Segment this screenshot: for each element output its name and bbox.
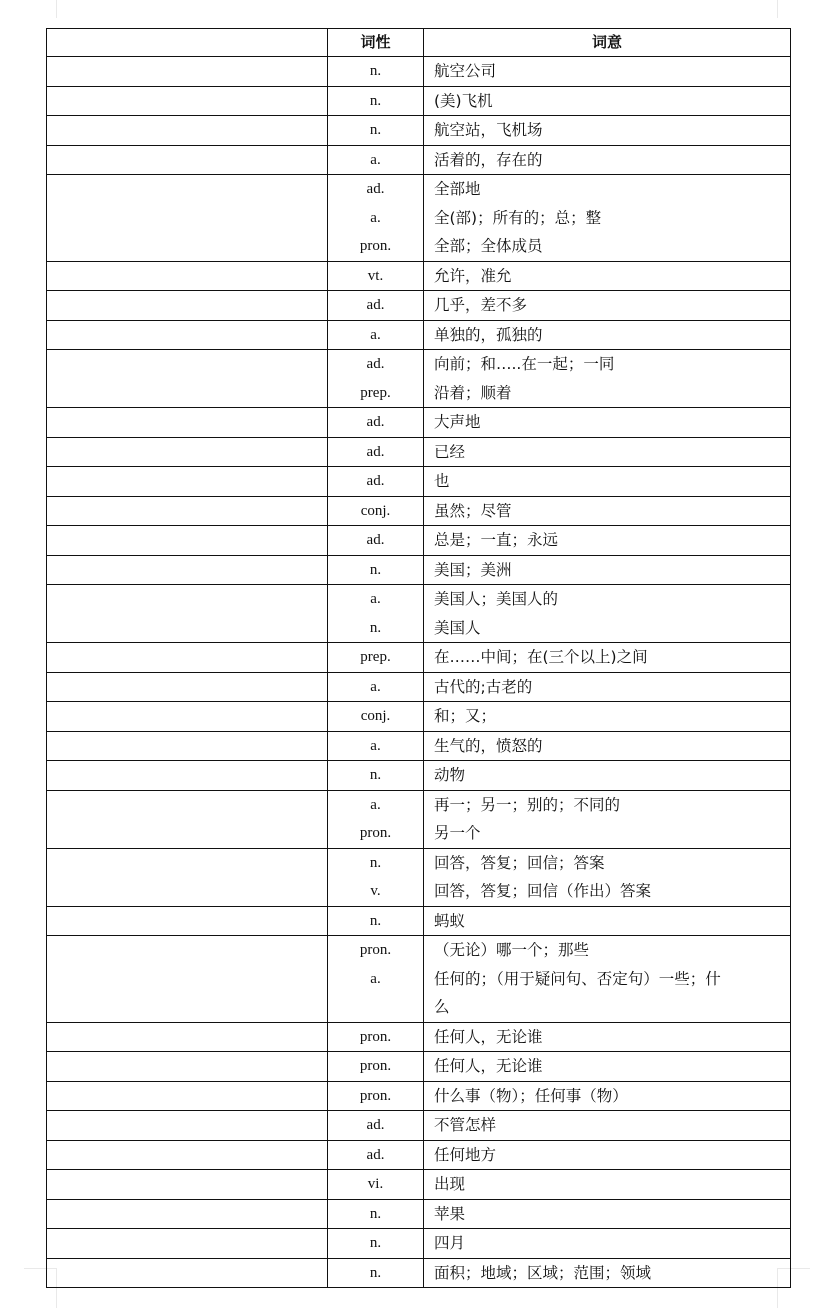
part-of-speech-cell <box>328 761 424 791</box>
table-row <box>47 1258 791 1288</box>
table-row <box>47 585 791 643</box>
table-row <box>47 1081 791 1111</box>
part-of-speech-cell <box>328 496 424 526</box>
part-of-speech: n. <box>369 619 382 636</box>
meaning-cell <box>424 116 791 146</box>
meaning-cell <box>424 1170 791 1200</box>
word-cell <box>47 1199 328 1229</box>
word-cell <box>47 731 328 761</box>
word-cell <box>47 1229 328 1259</box>
meaning-cell <box>424 145 791 175</box>
meaning: 已经 <box>434 442 466 461</box>
meaning-cell <box>424 1022 791 1052</box>
meaning-cell <box>424 350 791 408</box>
part-of-speech: pron. <box>359 942 392 958</box>
table-row <box>47 936 791 1023</box>
meaning-cell <box>424 1229 791 1259</box>
meaning: 向前；和…..在一起；一同 <box>434 355 615 373</box>
table-row <box>47 291 791 321</box>
part-of-speech: n. <box>369 63 382 79</box>
meaning: 不管怎样 <box>434 1116 497 1134</box>
part-of-speech: ad. <box>366 1117 385 1133</box>
part-of-speech: ad. <box>366 297 385 313</box>
table-row <box>47 526 791 556</box>
part-of-speech: a. <box>370 151 381 168</box>
table-row <box>47 848 791 906</box>
part-of-speech <box>328 993 423 1022</box>
meaning: 和；又； <box>434 707 497 725</box>
meaning-cell <box>424 1052 791 1082</box>
word-cell <box>47 145 328 175</box>
word-cell <box>47 761 328 791</box>
header-part-of-speech: 词性 <box>328 29 424 57</box>
meaning-cell <box>424 320 791 350</box>
part-of-speech: conj. <box>360 708 391 724</box>
meaning: 面积；地域；区域；范围；领域 <box>434 1263 652 1282</box>
meaning-cell <box>424 936 791 1023</box>
header-word <box>47 29 328 57</box>
part-of-speech: ad. <box>366 443 385 460</box>
meaning: 再一；另一；别的；不同的 <box>434 795 621 814</box>
meaning-cell <box>424 526 791 556</box>
part-of-speech-cell <box>328 526 424 556</box>
table-row <box>47 555 791 585</box>
table-row <box>47 408 791 438</box>
meaning: 生气的，愤怒的 <box>434 736 543 755</box>
word-cell <box>47 467 328 497</box>
part-of-speech-cell <box>328 437 424 467</box>
part-of-speech: prep. <box>360 649 391 665</box>
part-of-speech-cell <box>328 1140 424 1170</box>
part-of-speech-cell <box>328 116 424 146</box>
meaning: 全部；全体成员 <box>434 237 543 255</box>
word-cell <box>47 320 328 350</box>
word-cell <box>47 1052 328 1082</box>
meaning: 总是；一直；永远 <box>434 531 559 549</box>
part-of-speech-cell <box>328 1229 424 1259</box>
part-of-speech-cell <box>328 906 424 936</box>
word-cell <box>47 1081 328 1111</box>
part-of-speech-cell <box>328 1258 424 1288</box>
meaning-cell <box>424 702 791 732</box>
meaning: 苹果 <box>434 1204 466 1223</box>
meaning-cell <box>424 848 791 906</box>
table-row <box>47 350 791 408</box>
table-row <box>47 1140 791 1170</box>
meaning-cell <box>424 291 791 321</box>
part-of-speech-cell <box>328 467 424 497</box>
part-of-speech: n. <box>369 854 382 871</box>
table-row <box>47 467 791 497</box>
part-of-speech: pron. <box>359 825 392 841</box>
part-of-speech-cell <box>328 1022 424 1052</box>
word-cell <box>47 350 328 408</box>
part-of-speech-cell <box>328 672 424 702</box>
table-row <box>47 790 791 848</box>
table-row <box>47 702 791 732</box>
meaning-cell <box>424 261 791 291</box>
table-row <box>47 57 791 87</box>
part-of-speech: ad. <box>366 356 385 372</box>
meaning: 允许，准允 <box>434 266 512 285</box>
table-row <box>47 731 791 761</box>
meaning: 大声地 <box>434 413 481 431</box>
part-of-speech-cell <box>328 1052 424 1082</box>
table-row <box>47 1052 791 1082</box>
header-meaning: 词意 <box>424 29 791 57</box>
word-cell <box>47 936 328 1023</box>
part-of-speech: a. <box>370 678 381 695</box>
table-row <box>47 261 791 291</box>
page-corner-mark <box>777 0 778 18</box>
table-row <box>47 672 791 702</box>
part-of-speech: ad. <box>366 414 385 430</box>
part-of-speech-cell <box>328 555 424 585</box>
word-cell <box>47 672 328 702</box>
part-of-speech-cell <box>328 1199 424 1229</box>
meaning: 另一个 <box>434 824 481 842</box>
word-cell <box>47 526 328 556</box>
part-of-speech: vi. <box>367 1176 384 1192</box>
word-cell <box>47 702 328 732</box>
table-row <box>47 1022 791 1052</box>
part-of-speech: pron. <box>359 1087 392 1104</box>
meaning-cell <box>424 496 791 526</box>
part-of-speech: n. <box>369 92 382 109</box>
word-cell <box>47 57 328 87</box>
part-of-speech: a. <box>370 796 381 813</box>
table-row <box>47 906 791 936</box>
part-of-speech: ad. <box>366 1146 385 1163</box>
meaning-cell <box>424 731 791 761</box>
meaning: (美)飞机 <box>434 91 493 110</box>
word-cell <box>47 408 328 438</box>
part-of-speech-cell <box>328 643 424 673</box>
table-row <box>47 175 791 262</box>
meaning: 任何人，无论谁 <box>434 1057 543 1075</box>
part-of-speech-cell <box>328 57 424 87</box>
meaning-cell <box>424 555 791 585</box>
meaning-cell <box>424 437 791 467</box>
part-of-speech: ad. <box>366 181 385 197</box>
part-of-speech: n. <box>369 122 382 138</box>
part-of-speech-cell <box>328 261 424 291</box>
word-cell <box>47 291 328 321</box>
word-cell <box>47 848 328 906</box>
part-of-speech: n. <box>369 767 382 783</box>
word-cell <box>47 1111 328 1141</box>
meaning: 航空公司 <box>434 62 497 80</box>
meaning: 么 <box>434 998 450 1016</box>
word-cell <box>47 116 328 146</box>
table-row <box>47 86 791 116</box>
part-of-speech: n. <box>369 1205 382 1222</box>
part-of-speech-cell <box>328 1111 424 1141</box>
table-row <box>47 145 791 175</box>
part-of-speech-cell <box>328 1081 424 1111</box>
table-row <box>47 1170 791 1200</box>
part-of-speech-cell <box>328 585 424 643</box>
table-row <box>47 761 791 791</box>
meaning: 什么事（物）；任何事（物） <box>434 1086 628 1105</box>
meaning: 全(部)；所有的；总；整 <box>434 208 602 227</box>
part-of-speech-cell <box>328 936 424 1023</box>
part-of-speech: v. <box>370 883 381 899</box>
word-cell <box>47 1022 328 1052</box>
part-of-speech: a. <box>370 970 381 987</box>
meaning-cell <box>424 1258 791 1288</box>
part-of-speech: n. <box>369 1235 382 1251</box>
meaning: 美国人；美国人的 <box>434 590 559 608</box>
table-row <box>47 496 791 526</box>
part-of-speech: ad. <box>366 532 385 548</box>
meaning: 虽然；尽管 <box>434 501 512 520</box>
meaning-cell <box>424 1199 791 1229</box>
meaning-cell <box>424 1140 791 1170</box>
meaning-cell <box>424 761 791 791</box>
word-cell <box>47 496 328 526</box>
part-of-speech-cell <box>328 408 424 438</box>
part-of-speech-cell <box>328 291 424 321</box>
meaning-cell <box>424 585 791 643</box>
meaning: 航空站，飞机场 <box>434 121 543 139</box>
part-of-speech-cell <box>328 790 424 848</box>
meaning: 四月 <box>434 1234 466 1252</box>
meaning: 全部地 <box>434 180 481 198</box>
part-of-speech: n. <box>369 561 382 578</box>
meaning-cell <box>424 672 791 702</box>
meaning: 蚂蚁 <box>434 911 466 930</box>
page-corner-mark <box>56 0 57 18</box>
table-row <box>47 1111 791 1141</box>
meaning: 也 <box>434 472 450 490</box>
meaning: （无论）哪一个；那些 <box>434 941 590 959</box>
word-cell <box>47 86 328 116</box>
part-of-speech: n. <box>369 1264 382 1281</box>
word-cell <box>47 555 328 585</box>
part-of-speech: pron. <box>359 238 392 254</box>
table-row <box>47 1229 791 1259</box>
part-of-speech: vt. <box>367 267 384 284</box>
meaning: 古代的;古老的 <box>434 677 533 696</box>
word-cell <box>47 906 328 936</box>
part-of-speech-cell <box>328 145 424 175</box>
meaning: 任何地方 <box>434 1145 497 1164</box>
meaning-cell <box>424 467 791 497</box>
meaning-cell <box>424 86 791 116</box>
meaning: 沿着；顺着 <box>434 383 512 402</box>
part-of-speech-cell <box>328 1170 424 1200</box>
part-of-speech: a. <box>370 326 381 343</box>
word-cell <box>47 1140 328 1170</box>
part-of-speech-cell <box>328 702 424 732</box>
meaning-cell <box>424 906 791 936</box>
part-of-speech: a. <box>370 737 381 754</box>
part-of-speech-cell <box>328 86 424 116</box>
part-of-speech-cell <box>328 731 424 761</box>
meaning-cell <box>424 57 791 87</box>
meaning-cell <box>424 1081 791 1111</box>
table-row <box>47 116 791 146</box>
part-of-speech: conj. <box>360 502 391 519</box>
part-of-speech: prep. <box>360 384 391 401</box>
word-cell <box>47 643 328 673</box>
meaning-cell <box>424 643 791 673</box>
part-of-speech: ad. <box>366 473 385 489</box>
part-of-speech-cell <box>328 175 424 262</box>
meaning: 回答，答复；回信；答案 <box>434 853 605 872</box>
word-cell <box>47 437 328 467</box>
part-of-speech: pron. <box>359 1028 392 1045</box>
table-row <box>47 320 791 350</box>
word-cell <box>47 585 328 643</box>
part-of-speech: n. <box>369 912 382 929</box>
word-cell <box>47 1170 328 1200</box>
meaning: 回答，答复；回信（作出）答案 <box>434 882 652 900</box>
part-of-speech: a. <box>370 591 381 607</box>
meaning-cell <box>424 408 791 438</box>
meaning: 动物 <box>434 766 466 784</box>
meaning: 几乎，差不多 <box>434 296 528 314</box>
meaning: 任何的；（用于疑问句、否定句）一些；什 <box>434 969 721 988</box>
table-row <box>47 1199 791 1229</box>
word-cell <box>47 261 328 291</box>
meaning: 活着的，存在的 <box>434 150 543 169</box>
meaning-cell <box>424 1111 791 1141</box>
vocabulary-table <box>46 28 791 1288</box>
part-of-speech: pron. <box>359 1058 392 1074</box>
table-row <box>47 437 791 467</box>
meaning: 在……中间；在(三个以上)之间 <box>434 648 648 666</box>
meaning: 任何人，无论谁 <box>434 1027 543 1046</box>
part-of-speech-cell <box>328 320 424 350</box>
table-body <box>47 57 791 1288</box>
meaning: 单独的，孤独的 <box>434 325 543 344</box>
part-of-speech: a. <box>370 209 381 226</box>
word-cell <box>47 1258 328 1288</box>
meaning: 美国人 <box>434 618 481 637</box>
table-header-row <box>47 29 791 57</box>
meaning: 出现 <box>434 1175 466 1193</box>
meaning: 美国；美洲 <box>434 560 512 579</box>
meaning-cell <box>424 790 791 848</box>
table-row <box>47 643 791 673</box>
word-cell <box>47 790 328 848</box>
part-of-speech-cell <box>328 848 424 906</box>
part-of-speech-cell <box>328 350 424 408</box>
meaning-cell <box>424 175 791 262</box>
word-cell <box>47 175 328 262</box>
